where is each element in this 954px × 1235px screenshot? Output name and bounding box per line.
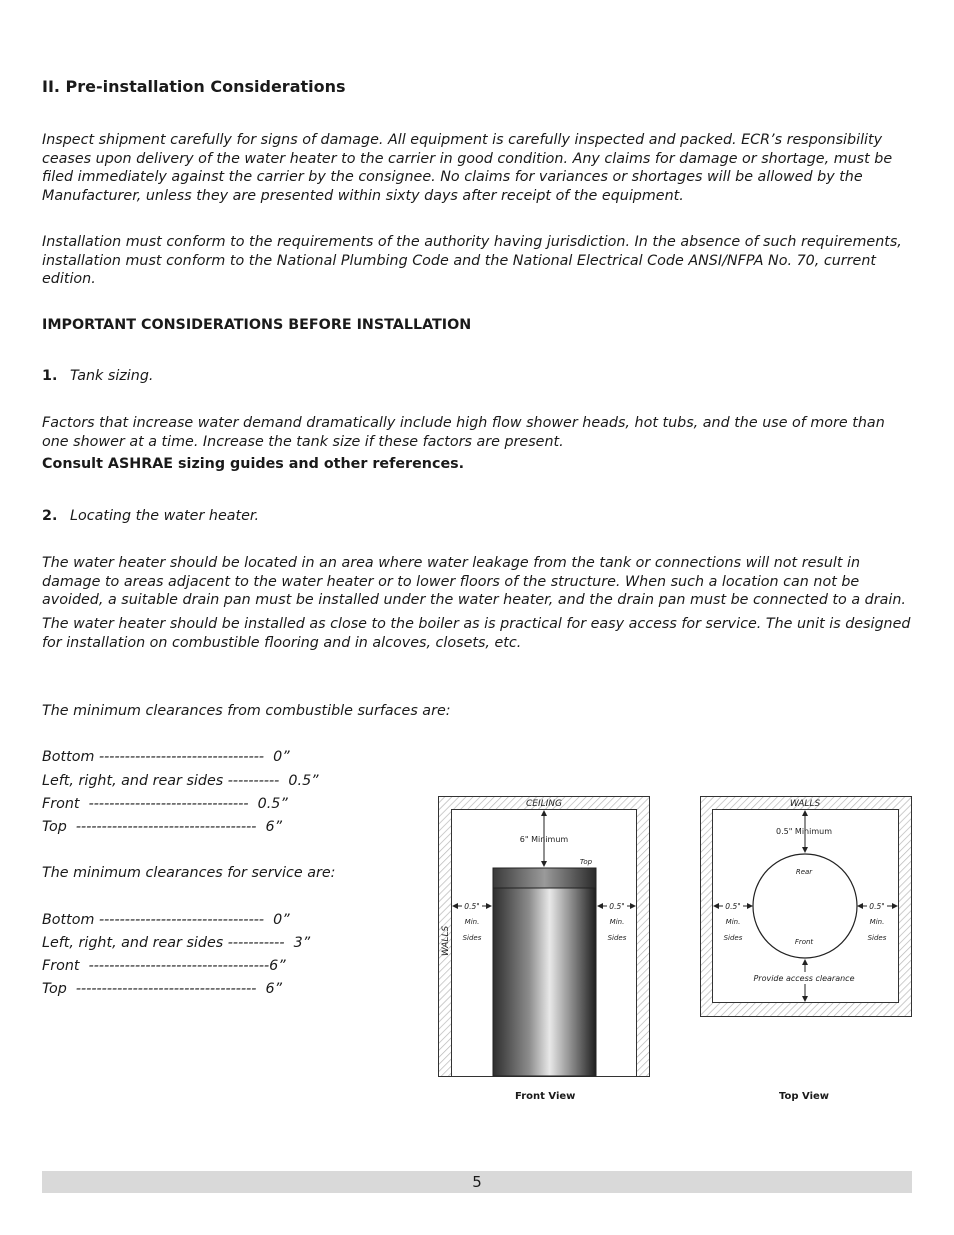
combustible-intro: The minimum clearances from combustible surfaces are: [42, 703, 451, 719]
right-dimension: 0.5" [869, 902, 885, 911]
combustible-line: Bottom -------------------------------- 0” [42, 749, 290, 765]
ceiling-label: CEILING [526, 799, 562, 809]
front-view-caption: Front View [515, 1091, 576, 1102]
important-heading: IMPORTANT CONSIDERATIONS BEFORE INSTALLATION [42, 317, 472, 333]
installation-paragraph: Installation must conform to the requirements of the authority having jurisdiction. In the absence of such requirements, installation must conform to the National Plumbing Code and the National Electrical Code ANSI/NFPA No. 70, current edition. [42, 234, 902, 288]
item-locating [42, 508, 259, 524]
service-line: Bottom -------------------------------- 0” [42, 912, 290, 928]
service-line: Top ----------------------------------- 6” [42, 981, 283, 997]
item-title: Locating the water heater. [70, 508, 260, 524]
right-sides-label: Sides [607, 934, 627, 942]
left-dimension: 0.5" [464, 902, 480, 911]
front-view-diagram [438, 796, 651, 1078]
rear-minimum-label: 0.5" Minimum [775, 827, 833, 836]
section-heading: II. Pre-installation Considerations [42, 77, 346, 96]
walls-label: WALLS [441, 925, 451, 957]
left-min-label: Min. [725, 918, 741, 926]
left-min-label: Min. [464, 918, 480, 926]
front-label: Front [794, 938, 814, 946]
right-min-label: Min. [869, 918, 885, 926]
tank-top-cap [493, 868, 596, 888]
left-dimension: 0.5" [725, 902, 741, 911]
item-tank-sizing [42, 368, 153, 384]
access-clearance-label: Provide access clearance [753, 974, 855, 983]
right-dimension: 0.5" [609, 902, 625, 911]
top-label: Top [579, 858, 593, 866]
combustible-line: Front ------------------------------- 0.5” [42, 796, 288, 812]
factors-paragraph: Factors that increase water demand dramatically include high flow shower heads, hot tubs, and the use of more than one shower at a time. Increase the tank size if these factors are present. [42, 415, 885, 450]
service-intro: The minimum clearances for service are: [42, 865, 336, 881]
walls-label: WALLS [789, 799, 821, 809]
top-view-diagram [700, 796, 913, 1018]
item-title: Tank sizing. [70, 368, 154, 384]
locate-paragraph-2: The water heater should be installed as close to the boiler as is practical for easy access for service. The unit is designed for installation on combustible flooring and in alcoves, closets, etc. [42, 616, 911, 651]
service-line: Front -----------------------------------6” [42, 958, 286, 974]
rear-label: Rear [795, 868, 813, 876]
right-sides-label: Sides [867, 934, 887, 942]
combustible-line: Top ----------------------------------- 6” [42, 819, 283, 835]
item-number: 1. [42, 368, 58, 384]
item-number: 2. [42, 508, 58, 524]
top-view-caption: Top View [779, 1091, 830, 1102]
combustible-line: Left, right, and rear sides ---------- 0.5” [42, 773, 319, 789]
locate-paragraph-1: The water heater should be located in an area where water leakage from the tank or connections will not result in damage to areas adjacent to the water heater or to lower floors of the structure. When such a location can not be avoided, a suitable drain pan must be installed under the water heater, and the drain pan must be connected to a drain. [42, 555, 906, 609]
consult-note: Consult ASHRAE sizing guides and other references. [42, 456, 465, 472]
left-sides-label: Sides [462, 934, 482, 942]
page-number: 5 [472, 1173, 482, 1191]
water-heater-tank [493, 868, 596, 1076]
inspect-paragraph: Inspect shipment carefully for signs of damage. All equipment is carefully inspected and packed. ECR’s responsibility ceases upon delivery of the water heater to the carrier in good condition. Any claims for damage or shortage, must be filed immediately against the carrier by the consignee. No claims for variances or shortages will be allowed by the Manufacturer, unless they are presented within sixty days after receipt of the equipment. [42, 132, 893, 205]
top-minimum-label: 6" Minimum [519, 835, 569, 844]
right-min-label: Min. [609, 918, 625, 926]
left-sides-label: Sides [723, 934, 743, 942]
page-footer [42, 1171, 912, 1193]
service-line: Left, right, and rear sides ----------- 3” [42, 935, 311, 951]
